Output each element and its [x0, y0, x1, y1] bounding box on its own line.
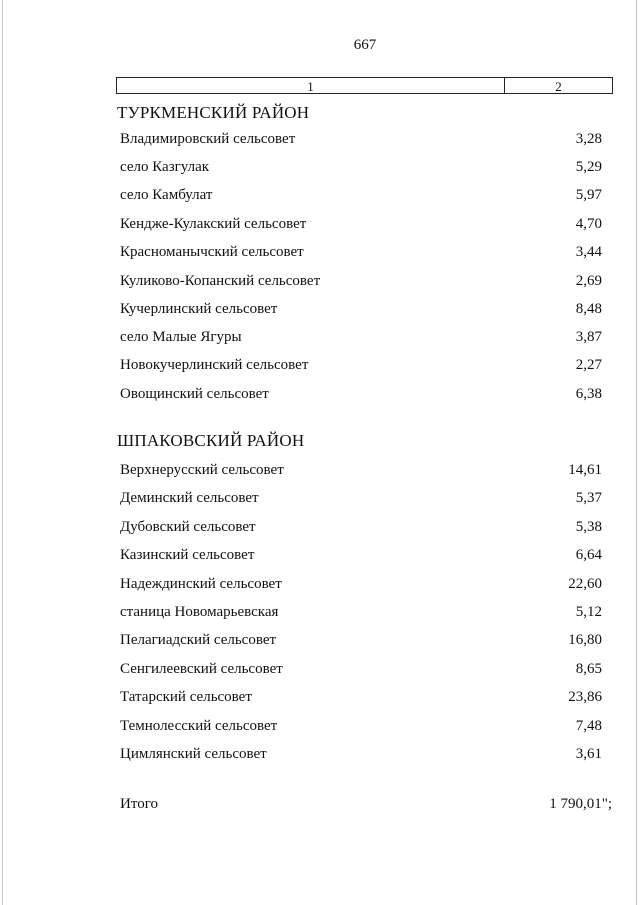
- row-value: 5,38: [575, 519, 602, 535]
- table-row: [120, 545, 602, 565]
- table-row: [120, 602, 602, 622]
- table-row: [120, 517, 602, 537]
- table-header-col-1: 1: [117, 78, 505, 93]
- total-row: [120, 794, 612, 814]
- table-row: [120, 460, 602, 480]
- table-row: [120, 716, 602, 736]
- section-title-shpakovsky: ШПАКОВСКИЙ РАЙОН: [117, 431, 305, 450]
- row-name: Кендже-Кулакский сельсовет: [120, 216, 307, 232]
- row-name: Овощинский сельсовет: [120, 386, 269, 402]
- row-value: 8,65: [575, 661, 602, 677]
- table-header: [116, 77, 613, 94]
- table-row: [120, 157, 602, 177]
- row-name: Цимлянский сельсовет: [120, 746, 267, 762]
- row-value: 8,48: [575, 301, 602, 317]
- row-name: Красноманычский сельсовет: [120, 244, 304, 260]
- section-title-turkmensky: ТУРКМЕНСКИЙ РАЙОН: [117, 103, 310, 122]
- table-row: [120, 327, 602, 347]
- page-number: 667: [353, 37, 377, 53]
- row-name: Дубовский сельсовет: [120, 519, 256, 535]
- row-name: станица Новомарьевская: [120, 604, 279, 620]
- row-name: село Малые Ягуры: [120, 329, 242, 345]
- table-row: [120, 214, 602, 234]
- row-value: 3,61: [575, 746, 602, 762]
- row-name: Сенгилеевский сельсовет: [120, 661, 283, 677]
- row-name: Казинский сельсовет: [120, 547, 255, 563]
- row-value: 3,44: [575, 244, 602, 260]
- row-value: 2,69: [575, 273, 602, 289]
- row-value: 6,38: [575, 386, 602, 402]
- row-value: 7,48: [575, 718, 602, 734]
- row-name: Кучерлинский сельсовет: [120, 301, 278, 317]
- row-name: Пелагиадский сельсовет: [120, 632, 277, 648]
- row-value: 4,70: [575, 216, 602, 232]
- row-value: 5,29: [575, 159, 602, 175]
- row-value: 23,86: [568, 689, 602, 705]
- row-name: Новокучерлинский сельсовет: [120, 357, 309, 373]
- total-label: Итого: [120, 796, 158, 812]
- row-value: 6,64: [575, 547, 602, 563]
- table-row: [120, 687, 602, 707]
- row-value: 3,87: [575, 329, 602, 345]
- scan-edge-right: [636, 0, 637, 905]
- row-value: 5,12: [575, 604, 602, 620]
- row-name: Татарский сельсовет: [120, 689, 252, 705]
- row-name: Темнолесский сельсовет: [120, 718, 278, 734]
- row-value: 14,61: [568, 462, 602, 478]
- table-row: [120, 355, 602, 375]
- row-name: село Камбулат: [120, 187, 213, 203]
- row-value: 5,97: [575, 187, 602, 203]
- row-name: Верхнерусский сельсовет: [120, 462, 284, 478]
- row-name: Деминский сельсовет: [120, 490, 259, 506]
- table-row: [120, 185, 602, 205]
- table-row: [120, 488, 602, 508]
- table-row: [120, 242, 602, 262]
- table-row: [120, 744, 602, 764]
- table-row: [120, 659, 602, 679]
- row-value: 16,80: [568, 632, 602, 648]
- scan-edge-left: [2, 0, 3, 905]
- row-value: 22,60: [568, 576, 602, 592]
- table-row: [120, 129, 602, 149]
- table-row: [120, 630, 602, 650]
- row-name: Владимировский сельсовет: [120, 131, 296, 147]
- table-row: [120, 574, 602, 594]
- table-row: [120, 384, 602, 404]
- row-value: 2,27: [575, 357, 602, 373]
- row-name: Куликово-Копанский сельсовет: [120, 273, 321, 289]
- row-name: Надеждинский сельсовет: [120, 576, 282, 592]
- row-value: 3,28: [575, 131, 602, 147]
- row-value: 5,37: [575, 490, 602, 506]
- table-row: [120, 271, 602, 291]
- row-name: село Казгулак: [120, 159, 210, 175]
- table-header-col-2: 2: [555, 79, 562, 94]
- table-row: [120, 299, 602, 319]
- total-value: 1 790,01";: [549, 796, 612, 812]
